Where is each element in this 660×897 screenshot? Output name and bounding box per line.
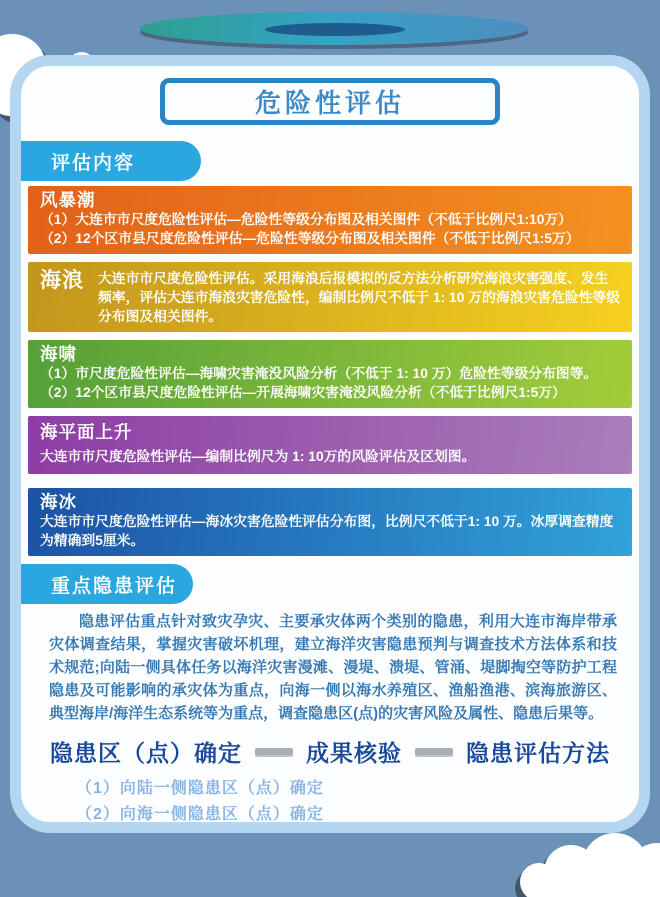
page-title: 危险性评估 [254,88,405,118]
cloud-puff [540,871,660,897]
hazard-bar-line: （1）市尺度危险性评估—海啸灾害淹没风险分析（不低于 1: 10 万）危险性等级分布图等。 [40,366,598,381]
hazard-bar-title: 海浪 [40,269,84,292]
section-banner-assessment [21,141,201,181]
subitem-seaward: （2）向海一侧隐患区（点）确定 [76,806,324,823]
hazard-bar-sea-ice [28,488,632,556]
hazard-bar-title: 风暴潮 [40,190,96,210]
hazard-bar-line: 大连市市尺度危险性评估。采用海浪后报模拟的反方法分析研究海浪灾害强度、发生频率，评估大连市海浪灾害危险性，编制比例尺不低于 1: 10 万的海浪灾害危险性等级分布图及相关图件。 [98,271,621,324]
content-panel [10,55,650,833]
hazard-bar-line: 大连市市尺度危险性评估—海冰灾害危险性评估分布图，比例尺不低于1: 10 万。冰厚调查精度为精确到5厘米。 [40,514,614,548]
flow-connector [255,748,293,755]
hazard-bar-title: 海平面上升 [40,422,133,442]
saucer-disc [140,12,528,45]
flow-step-assessment-method: 隐患评估方法 [466,740,610,766]
hazard-bar-line: 大连市市尺度危险性评估—编制比例尺为 1: 10万的风险评估及区划图。 [40,449,476,464]
section-banner-hazard-focus-label: 重点隐患评估 [51,575,178,597]
flow-connector [415,748,453,755]
hazard-bar-line: （2）12个区市县尺度危险性评估—开展海啸灾害淹没风险分析（不低于比例尺1:5万） [40,385,566,400]
hazard-bar-line: （1）大连市市尺度危险性评估—危险性等级分布图及相关图件（不低于比例尺1:10万） [40,212,572,227]
saucer-disc-hole [265,23,405,36]
section-banner-assessment-label: 评估内容 [51,152,136,174]
flow-step-area-determination: 隐患区（点）确定 [50,740,242,766]
hazard-bar-sea-level-rise [28,416,632,474]
hazard-bar-title: 海啸 [40,344,77,364]
hazard-bar-title: 海冰 [40,492,77,512]
hazard-bar-list [28,186,632,556]
section-banner-hazard-focus [21,564,193,604]
hazard-bar-storm-surge [28,186,632,254]
workflow-row [21,735,639,768]
hazard-focus-paragraph: 隐患评估重点针对致灾孕灾、主要承灾体两个类别的隐患，利用大连市海岸带承灾体调查结果，掌握灾害破坏机理，建立海洋灾害隐患预判与调查技术方法体系和技术规范;向陆一侧具体任务以海洋灾害漫滩、漫堤、溃堤、管涌、堤脚掏空等防护工程隐患及可能影响的承灾体为重点，向海一侧以海水养殖区、渔船渔港、滨海旅游区、典型海岸/海洋生态系统等为重点，调查隐患区(点)的灾害风险及属性、隐患后果等。 [49,613,617,722]
cloud-bottom-right [520,821,660,897]
hazard-bar-sea-wave [28,262,632,332]
subitem-landward: （1）向陆一侧隐患区（点）确定 [76,780,324,797]
flow-step-result-verification: 成果核验 [306,740,402,766]
page-title-box [160,78,500,125]
hazard-bar-tsunami [28,340,632,408]
hazard-bar-line: （2）12个区市县尺度危险性评估—危险性等级分布图及相关图件（不低于比例尺1:5万） [40,231,580,246]
